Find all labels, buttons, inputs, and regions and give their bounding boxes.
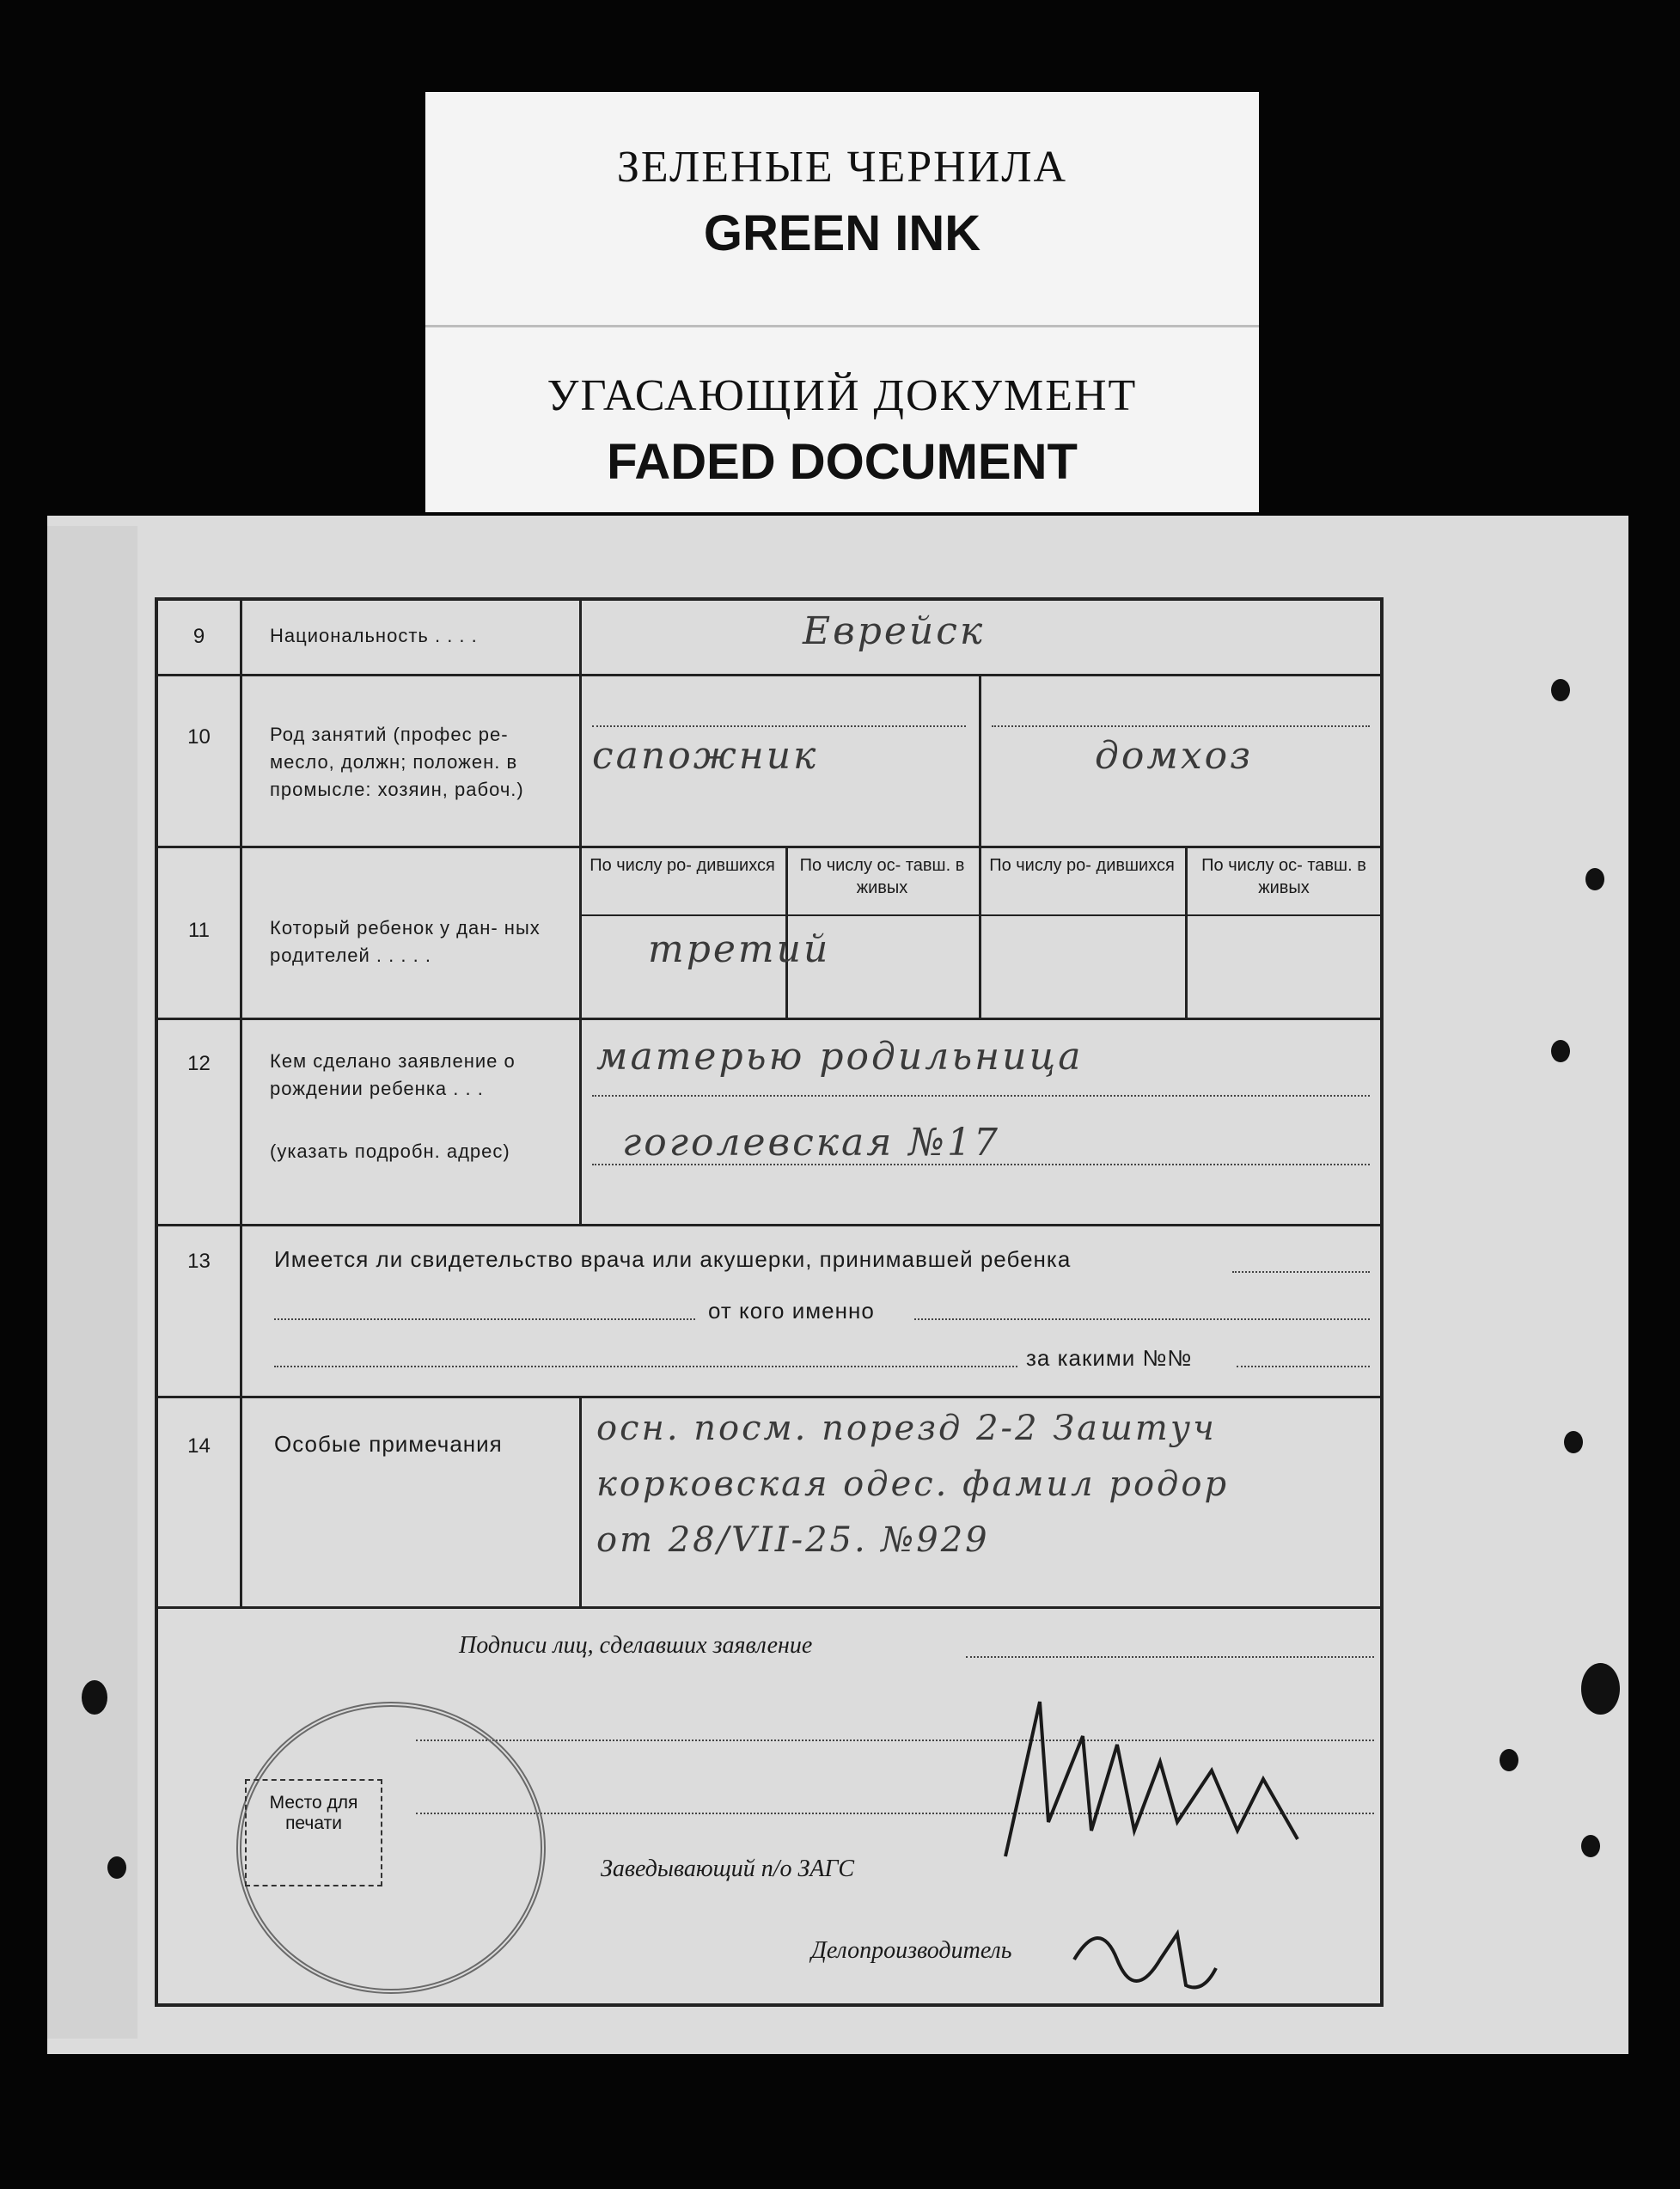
alive-count-header: По числу ос- тавш. в живых xyxy=(1201,856,1366,897)
faded-document-label xyxy=(425,325,1259,512)
director-signature xyxy=(988,1685,1349,1874)
numbers-label: за какими №№ xyxy=(1026,1345,1193,1371)
born-count-header: По числу ро- дившихся xyxy=(590,856,775,875)
signatures-label: Подписи лиц, сделавших заявление xyxy=(459,1632,813,1659)
punch-hole xyxy=(1551,1040,1570,1062)
row-certificate xyxy=(158,1224,1380,1398)
row-occupation xyxy=(158,674,1380,848)
alive-count-header: По числу ос- тавш. в живых xyxy=(799,856,965,897)
born-count-header: По числу ро- дившихся xyxy=(989,856,1175,875)
row-number: 12 xyxy=(187,1052,211,1075)
notes-label: Особые примечания xyxy=(274,1431,503,1457)
row-child-number xyxy=(158,846,1380,1020)
certificate-question: Имеется ли свидетельство врача или акушерки, принимавшей ребенка xyxy=(274,1246,1072,1272)
row-number: 14 xyxy=(187,1434,211,1458)
declarant-label: Кем сделано заявление о рождении ребенка . . . xyxy=(270,1050,516,1099)
notes-handwritten-line1: осн. посм. порезд 2-2 Заштуч xyxy=(596,1409,1217,1448)
stamp-place-label: Место для печати xyxy=(269,1793,358,1833)
row-notes xyxy=(158,1396,1380,1609)
punch-hole xyxy=(1585,868,1604,890)
nationality-handwritten: Еврейск xyxy=(803,609,986,653)
row-number: 11 xyxy=(188,919,210,942)
mother-occupation-handwritten: домхоз xyxy=(1095,734,1254,778)
punch-hole xyxy=(1564,1431,1583,1453)
green-ink-label xyxy=(425,92,1259,328)
clerk-label: Делопроизводитель xyxy=(811,1937,1012,1964)
green-ink-ru: ЗЕЛЕНЫЕ ЧЕРНИЛА xyxy=(616,143,1068,192)
punch-hole xyxy=(1500,1749,1518,1771)
row-number: 10 xyxy=(187,725,211,749)
occupation-label: Род занятий (профес ре- месло, должн; положен. в промысле: хозяин, рабоч.) xyxy=(270,724,524,800)
address-handwritten: гоголевская №17 xyxy=(622,1121,1001,1165)
notes-handwritten-line3: от 28/VII-25. №929 xyxy=(596,1520,990,1560)
punch-hole xyxy=(107,1856,126,1879)
row-declarant xyxy=(158,1018,1380,1226)
sheet-back-edge xyxy=(47,526,137,2039)
green-ink-en: GREEN INK xyxy=(703,205,981,261)
row-nationality xyxy=(158,601,1380,676)
nationality-label: Национальность . . . . xyxy=(270,625,478,646)
child-number-handwritten: третий xyxy=(648,927,831,971)
declarant-handwritten: матерью родильница xyxy=(596,1035,1084,1079)
from-whom-label: от кого именно xyxy=(708,1298,875,1324)
row-number: 13 xyxy=(187,1250,211,1273)
punch-hole xyxy=(1551,679,1570,701)
stamp-place-box xyxy=(245,1779,382,1886)
row-number: 9 xyxy=(192,625,205,648)
punch-hole xyxy=(1581,1663,1620,1715)
punch-hole xyxy=(82,1680,107,1715)
father-occupation-handwritten: сапожник xyxy=(592,734,819,778)
zags-head-label: Заведывающий п/о ЗАГС xyxy=(601,1856,855,1882)
notes-handwritten-line2: корковская одес. фамил родор xyxy=(596,1464,1230,1504)
punch-hole xyxy=(1581,1835,1600,1857)
faded-document-en: FADED DOCUMENT xyxy=(607,434,1078,490)
clerk-signature xyxy=(1066,1908,1220,2003)
child-number-label: Который ребенок у дан- ных родителей . . . . . xyxy=(270,917,541,966)
address-hint: (указать подробн. адрес) xyxy=(270,1140,510,1162)
faded-document-ru: УГАСАЮЩИЙ ДОКУМЕНТ xyxy=(547,371,1138,420)
